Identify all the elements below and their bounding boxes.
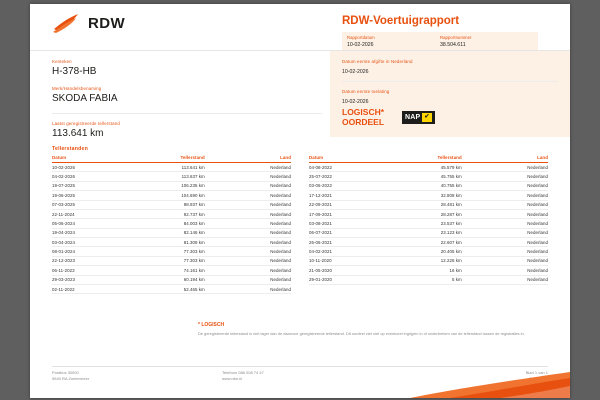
footer-address-line-2: 9640 RA Zoetermeer (52, 376, 90, 381)
verdict-line-2: OORDEEL (342, 117, 385, 127)
cell-tellerstand: 22.607 km (377, 238, 476, 247)
cell-land: Nederland (219, 219, 291, 228)
odometer-table-left (52, 155, 291, 294)
cell-tellerstand: 113.641 km (120, 163, 219, 172)
cell-land: Nederland (219, 163, 291, 172)
table-row (52, 266, 291, 275)
cell-datum: 22-12-2023 (52, 256, 120, 265)
cell-land: Nederland (476, 247, 548, 256)
cell-datum: 03-06-2022 (309, 181, 377, 190)
cell-tellerstand: 60.194 km (120, 275, 219, 284)
cell-tellerstand: 23.537 km (377, 219, 476, 228)
cell-datum: 25-07-2022 (309, 172, 377, 181)
table-row (52, 181, 291, 190)
col-header-land: Land (476, 155, 548, 163)
cell-datum: 03-08-2021 (309, 219, 377, 228)
footer-flame-graphic (400, 372, 570, 398)
table-row (309, 228, 548, 237)
table-row (309, 191, 548, 200)
verdict-text (342, 107, 384, 127)
cell-datum: 04-08-2022 (309, 163, 377, 172)
tellerstand-value: 113.641 km (52, 128, 104, 139)
footer-divider (52, 366, 548, 367)
table-row (52, 163, 291, 172)
table-row (52, 228, 291, 237)
cell-land: Nederland (219, 191, 291, 200)
cell-land: Nederland (476, 191, 548, 200)
rdw-logo (52, 12, 125, 34)
cell-datum: 02-11-2022 (52, 284, 120, 293)
table-row (309, 163, 548, 172)
footer-phone: Telefoon 088 008 74 47 (222, 370, 264, 375)
cell-tellerstand: 28.287 km (377, 209, 476, 218)
cell-tellerstand: 5 km (377, 275, 476, 284)
cell-land: Nederland (476, 181, 548, 190)
cell-tellerstand: 113.637 km (120, 172, 219, 181)
cell-land: Nederland (219, 209, 291, 218)
footer-contact (222, 370, 402, 382)
cell-datum: 10-11-2020 (309, 256, 377, 265)
nap-badge-label: NAP (405, 113, 421, 121)
verdict-row (342, 107, 435, 127)
table-row (309, 172, 548, 181)
table-row (52, 284, 291, 293)
cell-tellerstand: 52.465 km (120, 284, 219, 293)
verdict-line-1: LOGISCH* (342, 107, 385, 117)
col-header-datum: Datum (309, 155, 377, 163)
cell-land: Nederland (476, 200, 548, 209)
footnote-title: * LOGISCH (198, 322, 225, 328)
eerste-afgifte-value: 10-02-2026 (342, 69, 369, 75)
cell-datum: 29-03-2023 (52, 275, 120, 284)
footer-page-number: Blad 1 van 1 (525, 370, 548, 375)
kenteken-label: Kenteken (52, 59, 72, 64)
cell-land: Nederland (476, 219, 548, 228)
cell-land: Nederland (476, 256, 548, 265)
table-row (52, 200, 291, 209)
cell-land: Nederland (219, 200, 291, 209)
kenteken-value: H-378-HB (52, 66, 97, 77)
cell-datum: 17-12-2021 (309, 191, 377, 200)
cell-tellerstand: 74.161 km (120, 266, 219, 275)
cell-tellerstand: 40.755 km (377, 181, 476, 190)
table-title: Tellerstanden (52, 146, 88, 152)
cell-datum: 21-05-2020 (309, 266, 377, 275)
check-icon: ✔ (424, 113, 430, 120)
table-row (52, 172, 291, 181)
identity-right-divider (342, 81, 558, 82)
cell-datum: 07-03-2025 (52, 200, 120, 209)
cell-datum: 03-04-2024 (52, 238, 120, 247)
cell-tellerstand: 23.123 km (377, 228, 476, 237)
cell-tellerstand: 81.309 km (120, 238, 219, 247)
meta-report-number: Rapportnummer 38.504.611 (440, 35, 472, 48)
cell-land: Nederland (219, 256, 291, 265)
cell-datum: 19-06-2025 (52, 191, 120, 200)
cell-tellerstand: 92.737 km (120, 209, 219, 218)
cell-land: Nederland (476, 228, 548, 237)
col-header-land: Land (219, 155, 291, 163)
table-row (309, 219, 548, 228)
table-row (52, 219, 291, 228)
table-row (52, 209, 291, 218)
eerste-toelating-label: Datum eerste toelating (342, 89, 390, 94)
document-header (30, 4, 570, 50)
table-header-row (52, 155, 291, 163)
cell-datum: 29-01-2020 (309, 275, 377, 284)
footnote-body: De geregistreerde tellerstand is niet lager dan de daarvoor geregistreerde tellerstand. Dit oordeel ziet niet op eventueel ingrijpen in of onderbreken van de tellerstand tussen de registraties in. (198, 331, 525, 336)
cell-tellerstand: 104.690 km (120, 191, 219, 200)
cell-datum: 22-11-2024 (52, 209, 120, 218)
cell-land: Nederland (476, 163, 548, 172)
odometer-table-section (52, 146, 548, 294)
cell-tellerstand: 84.003 km (120, 219, 219, 228)
brand-name: RDW (88, 14, 126, 32)
cell-tellerstand: 28.481 km (377, 200, 476, 209)
merk-label: Merk/Handelsbenaming (52, 86, 102, 91)
identity-divider (52, 113, 322, 114)
table-row (52, 247, 291, 256)
col-header-tellerstand: Tellerstand (377, 155, 476, 163)
cell-datum: 26-06-2021 (309, 238, 377, 247)
cell-datum: 22-09-2021 (309, 200, 377, 209)
cell-datum: 19-07-2025 (52, 181, 120, 190)
vehicle-identity-left (52, 59, 322, 148)
cell-tellerstand: 45.755 km (377, 172, 476, 181)
vehicle-identity-right (330, 51, 570, 137)
cell-land: Nederland (219, 284, 291, 293)
table-row (309, 247, 548, 256)
cell-datum: 06-11-2023 (52, 266, 120, 275)
vehicle-identity-block (30, 51, 570, 137)
merk-value: SKODA FABIA (52, 93, 118, 104)
cell-land: Nederland (219, 172, 291, 181)
cell-tellerstand: 12.226 km (377, 256, 476, 265)
cell-land: Nederland (476, 209, 548, 218)
footer-address (52, 370, 222, 382)
cell-land: Nederland (476, 172, 548, 181)
cell-datum: 08-01-2024 (52, 247, 120, 256)
table-row (309, 181, 548, 190)
table-row (52, 275, 291, 284)
nap-badge (402, 111, 435, 124)
col-header-datum: Datum (52, 155, 120, 163)
report-meta (342, 32, 538, 51)
col-header-tellerstand: Tellerstand (120, 155, 219, 163)
table-row (309, 256, 548, 265)
cell-tellerstand: 32.808 km (377, 191, 476, 200)
cell-tellerstand: 98.937 km (120, 200, 219, 209)
footnote-block (198, 322, 548, 337)
cell-tellerstand: 45.579 km (377, 163, 476, 172)
cell-tellerstand: 77.303 km (120, 256, 219, 265)
table-row (309, 266, 548, 275)
cell-datum: 17-09-2021 (309, 209, 377, 218)
cell-tellerstand: 77.303 km (120, 247, 219, 256)
odometer-table-right (309, 155, 548, 294)
footer-address-line-1: Postbus 30000 (52, 370, 79, 375)
cell-datum: 04-02-2021 (309, 247, 377, 256)
footer-website: www.rdw.nl (222, 376, 243, 381)
eerste-toelating-value: 10-02-2026 (342, 99, 369, 105)
table-row (309, 200, 548, 209)
meta-report-date: Rapportdatum 10-02-2026 (347, 35, 375, 48)
page-title: RDW-Voertuigrapport (342, 15, 460, 27)
cell-datum: 04-02-2026 (52, 172, 120, 181)
cell-tellerstand: 106.235 km (120, 181, 219, 190)
cell-datum: 19-04-2024 (52, 228, 120, 237)
cell-land: Nederland (219, 266, 291, 275)
cell-datum: 10-02-2026 (52, 163, 120, 172)
cell-land: Nederland (219, 275, 291, 284)
cell-land: Nederland (476, 238, 548, 247)
cell-land: Nederland (476, 275, 548, 284)
cell-tellerstand: 20.405 km (377, 247, 476, 256)
cell-tellerstand: 16 km (377, 266, 476, 275)
table-row (52, 191, 291, 200)
eerste-afgifte-label: Datum eerste afgifte in Nederland (342, 59, 413, 64)
cell-datum: 05-06-2024 (52, 219, 120, 228)
rdw-flame-icon (52, 12, 82, 34)
cell-land: Nederland (219, 181, 291, 190)
cell-datum: 06-07-2021 (309, 228, 377, 237)
cell-land: Nederland (476, 266, 548, 275)
table-row (52, 238, 291, 247)
cell-land: Nederland (219, 228, 291, 237)
table-row (52, 256, 291, 265)
tellerstand-label: Laatst geregistreerde tellerstand (52, 121, 120, 126)
table-row (309, 209, 548, 218)
table-header-row (309, 155, 548, 163)
cell-land: Nederland (219, 238, 291, 247)
document-page (30, 4, 570, 398)
table-row (309, 238, 548, 247)
cell-land: Nederland (219, 247, 291, 256)
cell-tellerstand: 82.146 km (120, 228, 219, 237)
table-row (309, 275, 548, 284)
